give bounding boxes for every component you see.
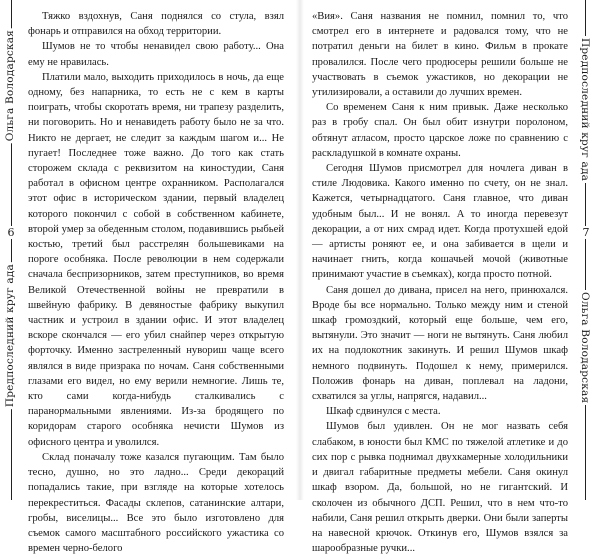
paragraph: Склад поначалу тоже казался пугающим. Там было тесно, душно, но это ладно... Среди декораций попадались такие, при взгляде на которые хотелось перекреститься. Фасады склепов, сатанинские алтари, гробы, виселицы... Все это было изготовлено для съемок самого масштабного российского ужастика со времен черно-белого <box>28 451 284 555</box>
left-page-text <box>28 9 284 556</box>
paragraph: Платили мало, выходить приходилось в ночь, да еще одному, без напарника, то есть не с кем в карты поиграть, чтобы скоротать время, ни трапезу разделить, ни поговорить. Но и ненавидеть работу было не за что. Никто не дергает, не следит за каждым шагом и... Не пугает! Последнее тоже важно. До того как стать сторожем склада с реквизитом на киностудии, Саня работал в офисном центре охранником. Располагался этот офис в историческом здании, первый владелец которого покончил с собой в собственном кабинете, второй умер за обеденным столом, подавившись рыбьей костью, третий был расстрелян большевиками на пороге особняка. После революции в нем содержали сначала беспризорников, затем преступников, во время Великой Отечественной войны не превратили в швейную фабрику. В девяностые фабрику выкупил частник и устроил в здании офис. И этот владелец вскоре скончался — его убил снайпер через открытую форточку. Именно застреленный нувориш чаще всего являлся в виде призрака по ночам. Саня собственными глазами его видел, но ему верили немногие. Лишь те, кто сами когда-нибудь сталкивались с паранормальными явлениями. Из-за бродящего по коридорам старого особняка нечисти Шумов из офисного центра и уволился. <box>28 71 284 448</box>
paragraph: Сегодня Шумов присмотрел для ночлега диван в стиле Людовика. Какого именно по счету, он не знал. Кажется, четырнадцатого. Саня главное, что диван удобным был... И не вонял. А то иногда перевезут декорации, а от них смрад идет. Когда протухшей едой — артисты роняют ее, и она забивается в щели и начинает гнить, когда кошачьей мочой (животные принимают участие в съемках), когда просто потной. <box>312 163 568 281</box>
paragraph: «Вия». Саня названия не помнил, помнил то, что смотрел его в интернете и радовался тому, что не потратил деньги на билет в кино. Фильм в прокате провалился. После чего продюсеры решили больше не участвовать в съемок ужастиков, но декорации не утилизировали, а оставили до лучших времен. <box>312 11 568 99</box>
paragraph: Саня дошел до дивана, присел на него, принюхался. Вроде бы все нормально. Только между ним и стеной шкаф громоздкий, который еще больше, чем его, вытянули. Это значит — ноги не вытянуть. Саня любил их на подлокотник закинуть. И решил Шумов шкаф немного подвинуть. Подошел к нему, примерился. Положив фонарь на диван, поплевал на ладони, схватился за углы, напрягся, надавил... <box>312 284 568 403</box>
paragraph: Тяжко вздохнув, Саня поднялся со стула, взял фонарь и отправился на обход территории. <box>28 11 284 38</box>
book-gutter <box>296 0 304 500</box>
right-page-text <box>312 9 568 556</box>
paragraph: Шумов не то чтобы ненавидел свою работу... Она ему не нравилась. <box>28 41 284 68</box>
running-head-title: Предпоследний круг ада <box>579 38 591 182</box>
page-number-right: 7 <box>578 226 594 239</box>
page-number-left: 6 <box>3 226 19 239</box>
running-head-title: Предпоследний круг ада <box>4 264 16 408</box>
paragraph: Шумов был удивлен. Он не мог назвать себя слабаком, в юности был КМС по тяжелой атлетике и до сих пор с рывка поднимал двухкамерные холодильники и двигал габаритные предметы мебели. Саня окинул шкаф взором. Да, большой, но не гигантский. И сколочен из обычного ДСП. Решил, что в нем что-то набили, Саня решил открыть дверки. Они были заперты на навесной крючок. Откинув его, Шумов взялся за шарообразные ручки... <box>312 421 568 555</box>
running-head-author: Ольга Володарская <box>579 292 591 404</box>
paragraph: Шкаф сдвинулся с места. <box>326 406 441 418</box>
paragraph: Со временем Саня к ним привык. Даже несколько раз в гробу спал. Он был обит изнутри поролоном, обтянут атласом, просто царское ложе по сравнению с раскладушкой в комнате охраны. <box>312 102 568 159</box>
right-margin-header <box>574 0 600 500</box>
running-head-author: Ольга Володарская <box>4 30 16 142</box>
left-margin-header <box>0 0 26 500</box>
